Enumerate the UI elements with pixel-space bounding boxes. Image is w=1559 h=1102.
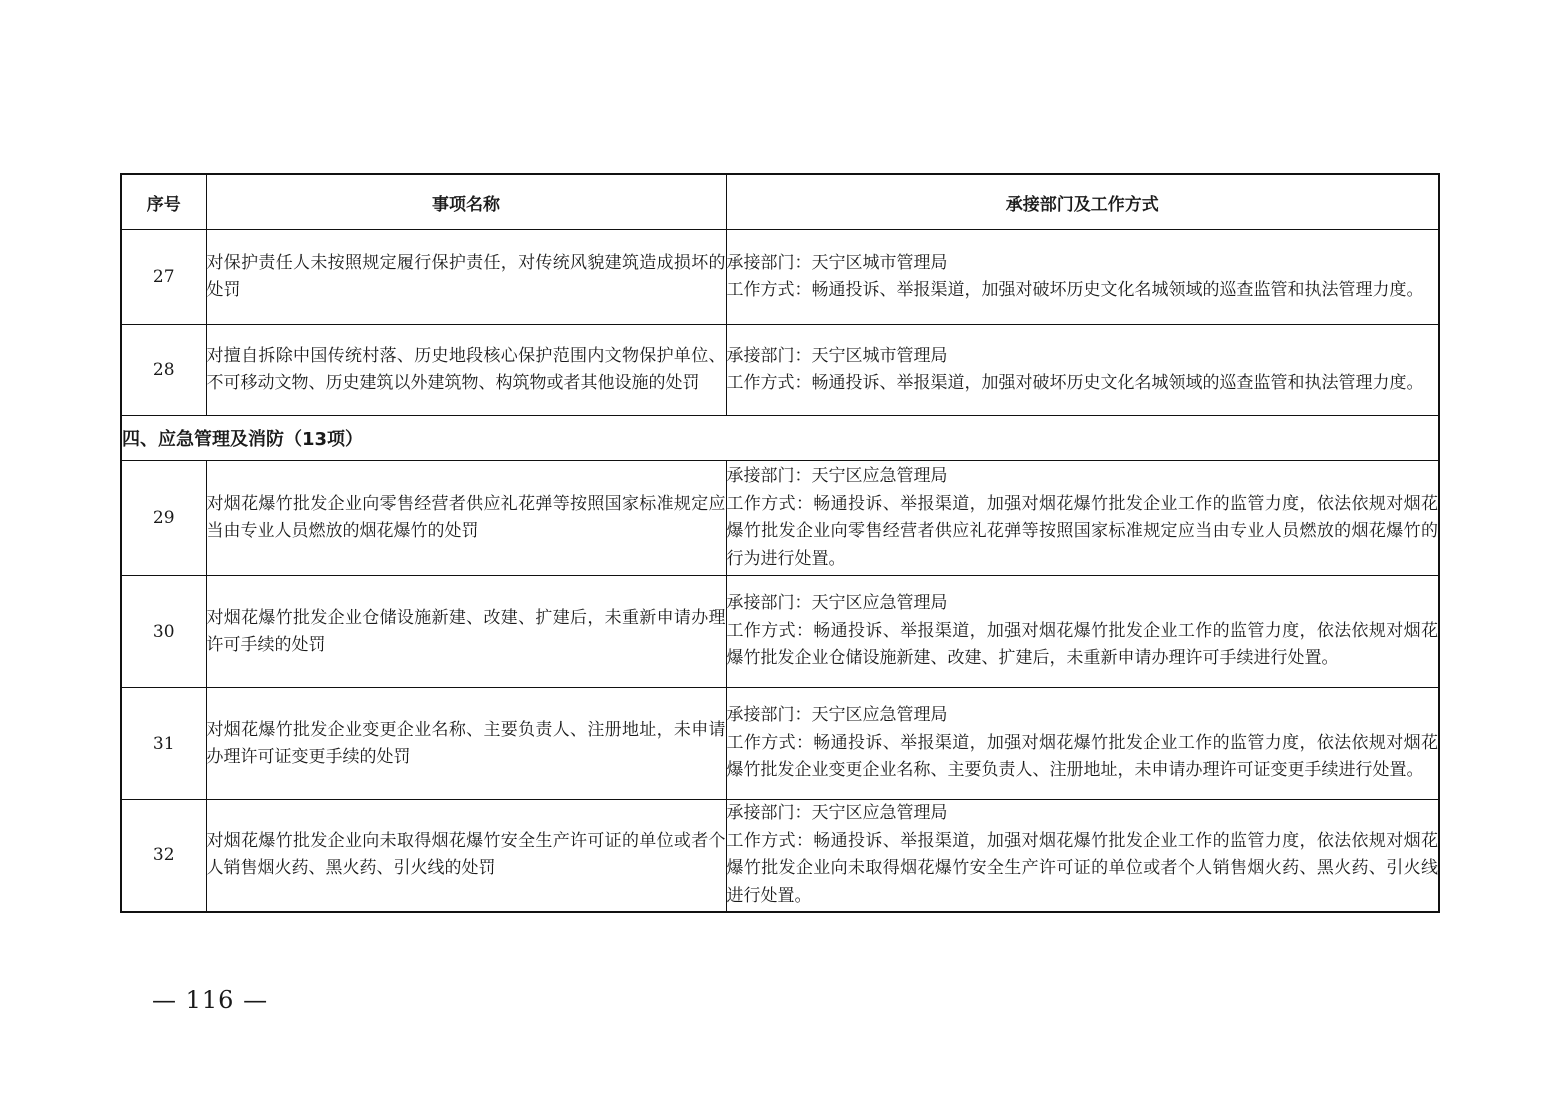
row-work-method: 工作方式：畅通投诉、举报渠道，加强对烟花爆竹批发企业工作的监管力度，依法依规对烟花爆竹批发企业向零售经营者供应礼花弹等按照国家标准规定应当由专业人员燃放的烟花爆竹的行为进行处置。 xyxy=(726,493,1438,569)
row-item-name: 对烟花爆竹批发企业向未取得烟花爆竹安全生产许可证的单位或者个人销售烟火药、黑火药、引火线的处罚 xyxy=(206,800,726,912)
row-department: 承接部门：天宁区应急管理局 xyxy=(726,593,948,614)
section-row xyxy=(121,416,1439,461)
table-row xyxy=(121,576,1439,688)
page-number: — 116 — xyxy=(152,986,269,1014)
row-department: 承接部门：天宁区应急管理局 xyxy=(726,705,948,726)
table-row xyxy=(121,800,1439,912)
row-department-cell xyxy=(726,576,1439,688)
row-department-cell xyxy=(726,230,1439,325)
row-work-method: 工作方式：畅通投诉、举报渠道，加强对烟花爆竹批发企业工作的监管力度，依法依规对烟花爆竹批发企业向未取得烟花爆竹安全生产许可证的单位或者个人销售烟火药、黑火药、引火线进行处置。 xyxy=(726,830,1438,906)
header-item-name: 事项名称 xyxy=(206,174,726,230)
row-department-cell xyxy=(726,800,1439,912)
row-item-name: 对烟花爆竹批发企业变更企业名称、主要负责人、注册地址，未申请办理许可证变更手续的处罚 xyxy=(206,688,726,800)
row-item-name: 对烟花爆竹批发企业向零售经营者供应礼花弹等按照国家标准规定应当由专业人员燃放的烟花爆竹的处罚 xyxy=(206,461,726,576)
matters-table xyxy=(120,173,1440,913)
row-department-cell xyxy=(726,688,1439,800)
header-department-and-method: 承接部门及工作方式 xyxy=(726,174,1439,230)
table-row xyxy=(121,461,1439,576)
row-item-name: 对擅自拆除中国传统村落、历史地段核心保护范围内文物保护单位、不可移动文物、历史建筑以外建筑物、构筑物或者其他设施的处罚 xyxy=(206,325,726,416)
row-work-method: 工作方式：畅通投诉、举报渠道，加强对烟花爆竹批发企业工作的监管力度，依法依规对烟花爆竹批发企业变更企业名称、主要负责人、注册地址，未申请办理许可证变更手续进行处置。 xyxy=(726,732,1438,781)
row-serial-number: 30 xyxy=(121,576,206,688)
row-work-method: 工作方式：畅通投诉、举报渠道，加强对烟花爆竹批发企业工作的监管力度，依法依规对烟花爆竹批发企业仓储设施新建、改建、扩建后，未重新申请办理许可手续进行处置。 xyxy=(726,620,1438,669)
row-department: 承接部门：天宁区应急管理局 xyxy=(726,803,948,824)
table-row xyxy=(121,688,1439,800)
row-department: 承接部门：天宁区应急管理局 xyxy=(726,466,948,486)
table-row xyxy=(121,230,1439,325)
row-serial-number: 28 xyxy=(121,325,206,416)
row-work-method: 工作方式：畅通投诉、举报渠道，加强对破坏历史文化名城领域的巡查监管和执法管理力度。 xyxy=(726,280,1424,300)
table-row xyxy=(121,325,1439,416)
row-serial-number: 32 xyxy=(121,800,206,912)
row-serial-number: 29 xyxy=(121,461,206,576)
row-serial-number: 27 xyxy=(121,230,206,325)
row-work-method: 工作方式：畅通投诉、举报渠道，加强对破坏历史文化名城领域的巡查监管和执法管理力度。 xyxy=(726,373,1424,393)
header-serial-number: 序号 xyxy=(121,174,206,230)
row-item-name: 对保护责任人未按照规定履行保护责任，对传统风貌建筑造成损坏的处罚 xyxy=(206,230,726,325)
row-department: 承接部门：天宁区城市管理局 xyxy=(726,345,948,366)
table-header-row xyxy=(121,174,1439,230)
section-title: 四、应急管理及消防（13项） xyxy=(121,416,1439,461)
row-serial-number: 31 xyxy=(121,688,206,800)
row-department-cell xyxy=(726,461,1439,576)
row-item-name: 对烟花爆竹批发企业仓储设施新建、改建、扩建后，未重新申请办理许可手续的处罚 xyxy=(206,576,726,688)
row-department: 承接部门：天宁区城市管理局 xyxy=(726,252,948,273)
row-department-cell xyxy=(726,325,1439,416)
